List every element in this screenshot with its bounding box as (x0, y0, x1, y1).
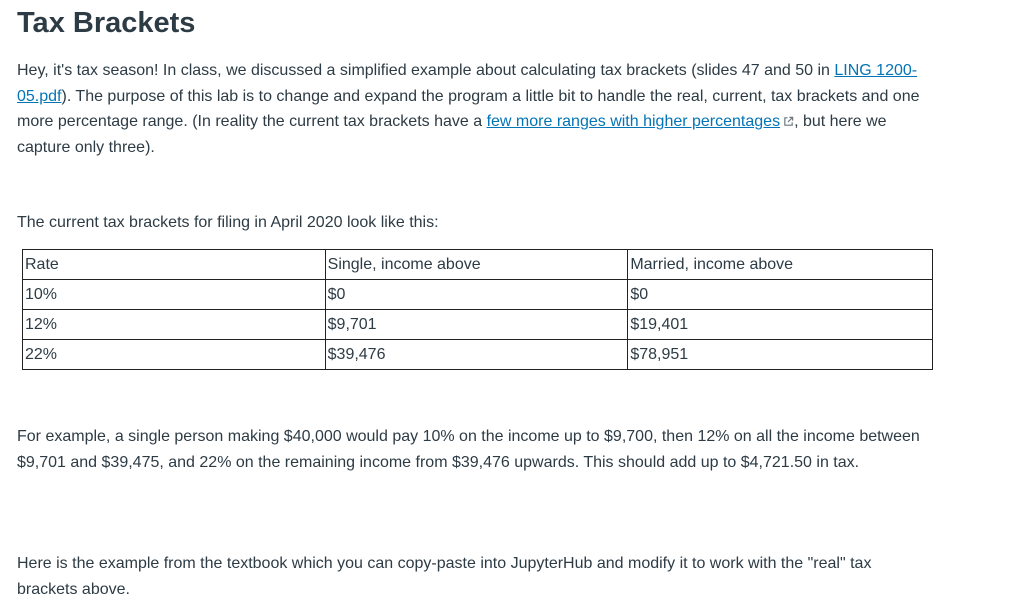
table-header-row (23, 250, 933, 280)
tax-ranges-link[interactable] (487, 113, 795, 130)
rate-cell: 22% (23, 340, 326, 370)
table-row (23, 340, 933, 370)
intro-text-2: ). The purpose of this lab is to change and expand the program a little bit to handle the real, current, tax brackets and one more percentage range. (In reality the current tax brackets have a (17, 87, 920, 130)
tax-brackets-table (22, 249, 933, 370)
rate-cell: 12% (23, 310, 326, 340)
table-row (23, 310, 933, 340)
external-link-icon (783, 116, 794, 127)
header-cell-single: Single, income above (325, 250, 628, 280)
single-income-cell: $9,701 (325, 310, 628, 340)
brackets-intro: The current tax brackets for filing in April 2020 look like this: (17, 214, 439, 231)
married-income-cell: $0 (628, 280, 933, 310)
table-row (23, 280, 933, 310)
intro-paragraph (17, 58, 927, 160)
slides-pdf-link[interactable]: LING 1200-05.pdf (17, 62, 918, 105)
married-income-cell: $78,951 (628, 340, 933, 370)
header-cell-rate: Rate (23, 250, 326, 280)
single-income-cell: $39,476 (325, 340, 628, 370)
intro-text-3: , but here we capture only three). (17, 113, 887, 156)
example-paragraph: For example, a single person making $40,000 would pay 10% on the income up to $9,700, then 12% on all the income between $9,701 and $39,475, and 22% on the remaining income from $39,476 upwards. This should add up to $4,721.50 in tax. (17, 428, 920, 471)
married-income-cell: $19,401 (628, 310, 933, 340)
textbook-paragraph: Here is the example from the textbook which you can copy-paste into JupyterHub and modify it to work with the "real" tax brackets above. (17, 555, 872, 598)
page-title: Tax Brackets (17, 7, 196, 39)
single-income-cell: $0 (325, 280, 628, 310)
rate-cell: 10% (23, 280, 326, 310)
header-cell-married: Married, income above (628, 250, 933, 280)
tax-ranges-link-label: few more ranges with higher percentages (486, 113, 781, 130)
intro-text-1: Hey, it's tax season! In class, we discussed a simplified example about calculating tax brackets (slides 47 and 50 in (17, 62, 835, 79)
